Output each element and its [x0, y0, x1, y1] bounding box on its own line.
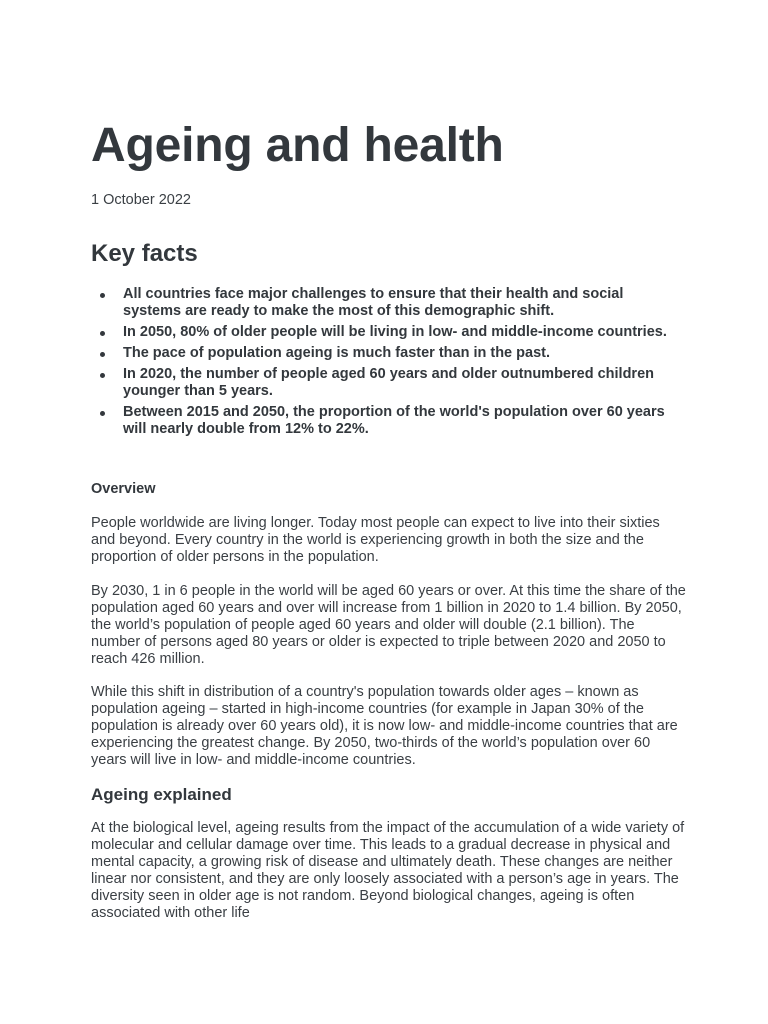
key-facts-heading: Key facts	[91, 240, 198, 267]
key-fact-text: All countries face major challenges to ensure that their health and social systems are ready to make the most of this demographic shift.	[123, 286, 624, 319]
overview-paragraph-1: People worldwide are living longer. Today most people can expect to live into their sixties and beyond. Every country in the world is experiencing growth in both the size and the proportion of older persons in the population.	[91, 515, 660, 565]
overview-paragraph-3: While this shift in distribution of a country's population towards older ages – known as population ageing – started in high-income countries (for example in Japan 30% of the population is already over 60 years old), it is now low- and middle-income countries that are experiencing the greatest change. By 2050, two-thirds of the world’s population over 60 years will live in low- and middle-income countries.	[91, 684, 678, 768]
overview-heading: Overview	[91, 481, 156, 497]
bullet-icon	[100, 411, 105, 416]
bullet-icon	[100, 373, 105, 378]
publication-date: 1 October 2022	[91, 192, 191, 208]
bullet-icon	[100, 293, 105, 298]
key-facts-list	[91, 286, 681, 442]
key-fact-text: Between 2015 and 2050, the proportion of the world's population over 60 years will nearly double from 12% to 22%.	[123, 404, 665, 437]
page-title: Ageing and health	[91, 119, 504, 172]
ageing-explained-heading: Ageing explained	[91, 785, 232, 804]
key-fact-item	[91, 286, 681, 320]
key-fact-item	[91, 366, 681, 400]
ageing-explained-paragraph-1: At the biological level, ageing results from the impact of the accumulation of a wide variety of molecular and cellular damage over time. This leads to a gradual decrease in physical and mental capacity, a growing risk of disease and ultimately death. These changes are neither linear nor consistent, and they are only loosely associated with a person’s age in years. The diversity seen in older age is not random. Beyond biological changes, ageing is often associated with other life	[91, 820, 685, 921]
key-fact-item	[91, 324, 681, 341]
key-fact-text: The pace of population ageing is much faster than in the past.	[123, 345, 550, 361]
overview-paragraph-2: By 2030, 1 in 6 people in the world will be aged 60 years or over. At this time the share of the population aged 60 years and over will increase from 1 billion in 2020 to 1.4 billion. By 2050, the world’s population of people aged 60 years and older will double (2.1 billion). The number of persons aged 80 years or older is expected to triple between 2020 and 2050 to reach 426 million.	[91, 583, 686, 667]
bullet-icon	[100, 331, 105, 336]
bullet-icon	[100, 352, 105, 357]
key-fact-text: In 2020, the number of people aged 60 years and older outnumbered children younger than 5 years.	[123, 366, 654, 399]
key-fact-item	[91, 345, 681, 362]
key-fact-item	[91, 404, 681, 438]
key-fact-text: In 2050, 80% of older people will be living in low- and middle-income countries.	[123, 324, 667, 340]
